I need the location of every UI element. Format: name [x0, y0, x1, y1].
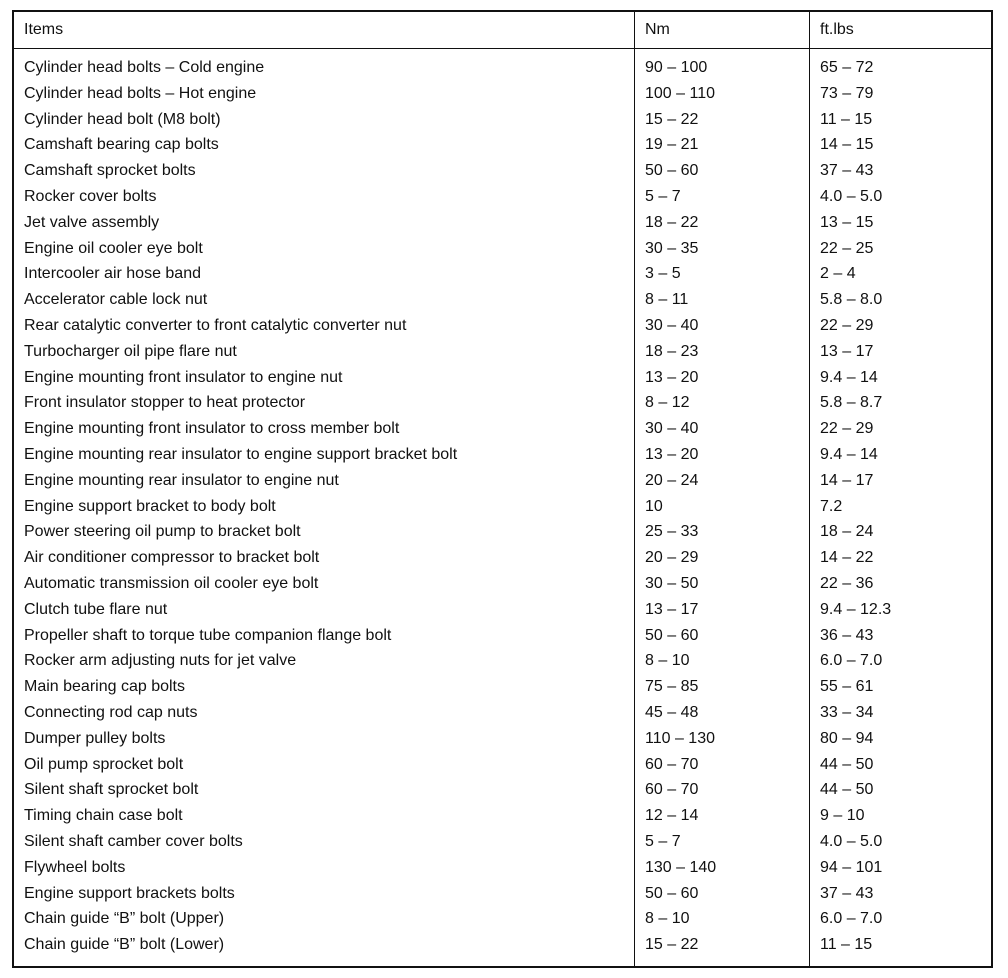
torque-nm: 12 – 14 [645, 807, 699, 825]
item-name: Turbocharger oil pipe flare nut [24, 342, 237, 360]
torque-nm: 25 – 33 [645, 523, 699, 541]
torque-ftlbs: 73 – 79 [820, 84, 874, 102]
item-name: Cylinder head bolts – Cold engine [24, 59, 265, 76]
torque-nm: 3 – 5 [645, 265, 681, 283]
table-row [14, 262, 991, 288]
item-name: Accelerator cable lock nut [24, 291, 208, 309]
torque-nm: 18 – 23 [645, 342, 699, 360]
item-name: Silent shaft camber cover bolts [24, 832, 243, 850]
item-name: Silent shaft sprocket bolt [24, 781, 199, 799]
table-row [14, 211, 991, 237]
table-row [14, 133, 991, 159]
torque-nm: 20 – 29 [645, 549, 699, 567]
item-name: Engine mounting front insulator to engine nut [24, 368, 343, 386]
torque-spec-table [12, 10, 993, 968]
torque-ftlbs: 14 – 15 [820, 136, 874, 154]
item-name: Dumper pulley bolts [24, 729, 166, 747]
torque-nm: 130 – 140 [645, 858, 717, 876]
torque-nm: 60 – 70 [645, 781, 699, 799]
torque-ftlbs: 22 – 29 [820, 420, 874, 438]
table-row [14, 108, 991, 134]
table-row [14, 237, 991, 263]
torque-ftlbs: 4.0 – 5.0 [820, 832, 883, 850]
torque-nm: 75 – 85 [645, 678, 699, 696]
table-row [14, 830, 991, 856]
torque-nm: 8 – 11 [645, 291, 689, 309]
table-row [14, 727, 991, 753]
table-row [14, 495, 991, 521]
table-row [14, 804, 991, 830]
torque-nm: 13 – 20 [645, 445, 699, 463]
table-row [14, 675, 991, 701]
torque-ftlbs: 37 – 43 [820, 884, 874, 902]
header-items: Items [24, 21, 64, 38]
torque-nm: 13 – 20 [645, 368, 699, 386]
item-name: Engine support brackets bolts [24, 884, 235, 902]
torque-ftlbs: 18 – 24 [820, 523, 874, 541]
item-name: Chain guide “B” bolt (Lower) [24, 936, 225, 954]
torque-ftlbs: 9.4 – 14 [820, 368, 878, 386]
torque-ftlbs: 33 – 34 [820, 703, 874, 721]
torque-ftlbs: 65 – 72 [820, 59, 874, 76]
item-name: Automatic transmission oil cooler eye bolt [24, 574, 319, 592]
table-row [14, 443, 991, 469]
torque-nm: 50 – 60 [645, 626, 699, 644]
item-name: Front insulator stopper to heat protector [24, 394, 306, 412]
item-name: Chain guide “B” bolt (Upper) [24, 910, 225, 928]
item-name: Flywheel bolts [24, 858, 126, 876]
torque-ftlbs: 22 – 29 [820, 316, 874, 334]
item-name: Air conditioner compressor to bracket bolt [24, 549, 320, 567]
torque-nm: 90 – 100 [645, 59, 708, 76]
item-name: Engine mounting rear insulator to engine support bracket bolt [24, 445, 458, 463]
item-name: Rear catalytic converter to front catalytic converter nut [24, 316, 407, 334]
torque-nm: 30 – 50 [645, 574, 699, 592]
item-name: Cylinder head bolts – Hot engine [24, 84, 257, 102]
item-name: Engine support bracket to body bolt [24, 497, 276, 515]
item-name: Camshaft sprocket bolts [24, 162, 196, 180]
header-ftlbs: ft.lbs [820, 21, 854, 38]
item-name: Propeller shaft to torque tube companion flange bolt [24, 626, 392, 644]
torque-ftlbs: 4.0 – 5.0 [820, 187, 883, 205]
item-name: Connecting rod cap nuts [24, 703, 198, 721]
table-row [14, 366, 991, 392]
torque-nm: 10 [645, 497, 663, 515]
torque-ftlbs: 11 – 15 [820, 936, 873, 954]
item-name: Camshaft bearing cap bolts [24, 136, 219, 154]
torque-nm: 100 – 110 [645, 84, 715, 102]
item-name: Intercooler air hose band [24, 265, 201, 283]
item-name: Rocker cover bolts [24, 187, 157, 205]
torque-nm: 19 – 21 [645, 136, 699, 154]
torque-nm: 60 – 70 [645, 755, 699, 773]
torque-ftlbs: 13 – 15 [820, 213, 874, 231]
torque-ftlbs: 2 – 4 [820, 265, 856, 283]
table-row [14, 546, 991, 572]
table-header [14, 12, 991, 48]
item-name: Main bearing cap bolts [24, 678, 185, 696]
table-row [14, 469, 991, 495]
item-name: Engine oil cooler eye bolt [24, 239, 203, 257]
torque-nm: 5 – 7 [645, 187, 681, 205]
header-divider [14, 48, 991, 49]
torque-ftlbs: 22 – 36 [820, 574, 874, 592]
torque-nm: 30 – 40 [645, 316, 699, 334]
torque-nm: 15 – 22 [645, 936, 699, 954]
torque-nm: 30 – 40 [645, 420, 699, 438]
torque-ftlbs: 9.4 – 14 [820, 445, 878, 463]
torque-ftlbs: 7.2 [820, 497, 843, 515]
table-row [14, 340, 991, 366]
item-name: Engine mounting front insulator to cross member bolt [24, 420, 400, 438]
torque-ftlbs: 6.0 – 7.0 [820, 910, 883, 928]
torque-nm: 15 – 22 [645, 110, 699, 128]
torque-ftlbs: 6.0 – 7.0 [820, 652, 883, 670]
table-row [14, 856, 991, 882]
torque-nm: 110 – 130 [645, 729, 715, 747]
table-body [14, 56, 991, 959]
torque-nm: 5 – 7 [645, 832, 681, 850]
table-row [14, 417, 991, 443]
table-row [14, 907, 991, 933]
header-nm: Nm [645, 21, 670, 38]
torque-nm: 50 – 60 [645, 884, 699, 902]
torque-nm: 18 – 22 [645, 213, 699, 231]
torque-nm: 20 – 24 [645, 471, 699, 489]
torque-ftlbs: 44 – 50 [820, 781, 874, 799]
torque-ftlbs: 80 – 94 [820, 729, 874, 747]
torque-ftlbs: 55 – 61 [820, 678, 874, 696]
table-row [14, 82, 991, 108]
item-name: Rocker arm adjusting nuts for jet valve [24, 652, 297, 670]
table-row [14, 520, 991, 546]
item-name: Power steering oil pump to bracket bolt [24, 523, 301, 541]
torque-ftlbs: 9.4 – 12.3 [820, 600, 892, 618]
table-row [14, 624, 991, 650]
torque-ftlbs: 36 – 43 [820, 626, 874, 644]
torque-nm: 8 – 12 [645, 394, 690, 412]
torque-ftlbs: 44 – 50 [820, 755, 874, 773]
item-name: Timing chain case bolt [24, 807, 183, 825]
table-row [14, 701, 991, 727]
table-row [14, 314, 991, 340]
torque-nm: 8 – 10 [645, 910, 690, 928]
table-row [14, 753, 991, 779]
torque-nm: 8 – 10 [645, 652, 690, 670]
table-row [14, 572, 991, 598]
table-row [14, 598, 991, 624]
table-row [14, 882, 991, 908]
item-name: Jet valve assembly [24, 213, 160, 231]
torque-ftlbs: 94 – 101 [820, 858, 883, 876]
torque-nm: 50 – 60 [645, 162, 699, 180]
torque-ftlbs: 5.8 – 8.0 [820, 291, 883, 309]
table-row [14, 56, 991, 82]
table-row [14, 778, 991, 804]
table-row [14, 185, 991, 211]
torque-nm: 45 – 48 [645, 703, 699, 721]
item-name: Clutch tube flare nut [24, 600, 168, 618]
torque-ftlbs: 13 – 17 [820, 342, 874, 360]
table-row [14, 391, 991, 417]
torque-ftlbs: 22 – 25 [820, 239, 874, 257]
torque-ftlbs: 5.8 – 8.7 [820, 394, 883, 412]
table-row [14, 933, 991, 959]
torque-nm: 13 – 17 [645, 600, 699, 618]
table-row [14, 288, 991, 314]
torque-ftlbs: 11 – 15 [820, 110, 873, 128]
torque-ftlbs: 14 – 22 [820, 549, 874, 567]
table-row [14, 649, 991, 675]
item-name: Engine mounting rear insulator to engine nut [24, 471, 339, 489]
torque-ftlbs: 9 – 10 [820, 807, 865, 825]
torque-ftlbs: 37 – 43 [820, 162, 874, 180]
item-name: Cylinder head bolt (M8 bolt) [24, 110, 221, 128]
table-row [14, 159, 991, 185]
item-name: Oil pump sprocket bolt [24, 755, 184, 773]
torque-ftlbs: 14 – 17 [820, 471, 874, 489]
torque-nm: 30 – 35 [645, 239, 699, 257]
